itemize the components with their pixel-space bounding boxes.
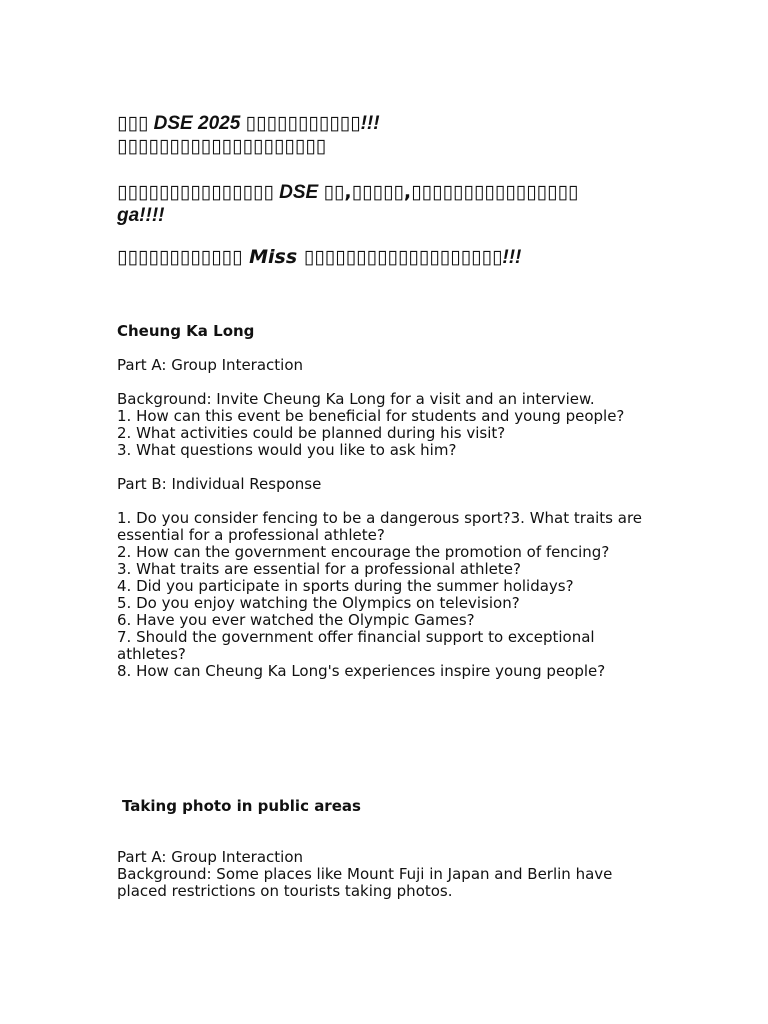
part-b-questions bbox=[117, 510, 657, 680]
list-item: 3. What traits are essential for a professional athlete? bbox=[117, 560, 521, 578]
intro-line-1: ▯▯▯ DSE 2025 ▯▯▯▯▯▯▯▯▯▯▯!!! bbox=[117, 112, 380, 134]
section-title: Taking photo in public areas bbox=[122, 797, 361, 815]
part-b-heading: Part B: Individual Response bbox=[117, 475, 322, 493]
topic-taking-photo bbox=[117, 798, 657, 900]
list-item: 1. How can this event be beneficial for students and young people? bbox=[117, 407, 625, 425]
background-text: Background: Invite Cheung Ka Long for a visit and an interview. bbox=[117, 390, 595, 408]
background-text: Background: Some places like Mount Fuji in Japan and Berlin have placed restrictions on tourists taking photos. bbox=[117, 865, 613, 900]
list-item: 4. Did you participate in sports during the summer holidays? bbox=[117, 577, 574, 595]
list-item: 3. What questions would you like to ask him? bbox=[117, 441, 457, 459]
document-page bbox=[117, 112, 657, 900]
list-item: 8. How can Cheung Ka Long's experiences inspire young people? bbox=[117, 662, 606, 680]
topic-cheung-ka-long bbox=[117, 323, 657, 680]
intro-line-3: ▯▯▯▯▯▯▯▯▯▯▯▯▯▯▯ DSE ▯▯,▯▯▯▯▯,▯▯▯▯▯▯▯▯▯▯▯▯▯▯▯▯ ga!!!! bbox=[117, 181, 579, 226]
list-item: 2. How can the government encourage the promotion of fencing? bbox=[117, 543, 610, 561]
list-item: 1. Do you consider fencing to be a dangerous sport?3. What traits are essential for a professional athlete? bbox=[117, 509, 643, 544]
list-item: 2. What activities could be planned during his visit? bbox=[117, 424, 506, 442]
list-item: 6. Have you ever watched the Olympic Games? bbox=[117, 611, 475, 629]
part-a-heading: Part A: Group Interaction bbox=[117, 356, 304, 374]
section-title: Cheung Ka Long bbox=[117, 322, 255, 340]
part-a-questions bbox=[117, 408, 657, 459]
list-item: 5. Do you enjoy watching the Olympics on television? bbox=[117, 594, 520, 612]
intro-line-2: ▯▯▯▯▯▯▯▯▯▯▯▯▯▯▯▯▯▯▯▯ bbox=[117, 135, 327, 157]
intro-line-4: ▯▯▯▯▯▯▯▯▯▯▯▯ Miss ▯▯▯▯▯▯▯▯▯▯▯▯▯▯▯▯▯▯▯!!! bbox=[117, 246, 522, 268]
part-a-heading: Part A: Group Interaction bbox=[117, 848, 304, 866]
list-item: 7. Should the government offer financial support to exceptional athletes? bbox=[117, 628, 595, 663]
